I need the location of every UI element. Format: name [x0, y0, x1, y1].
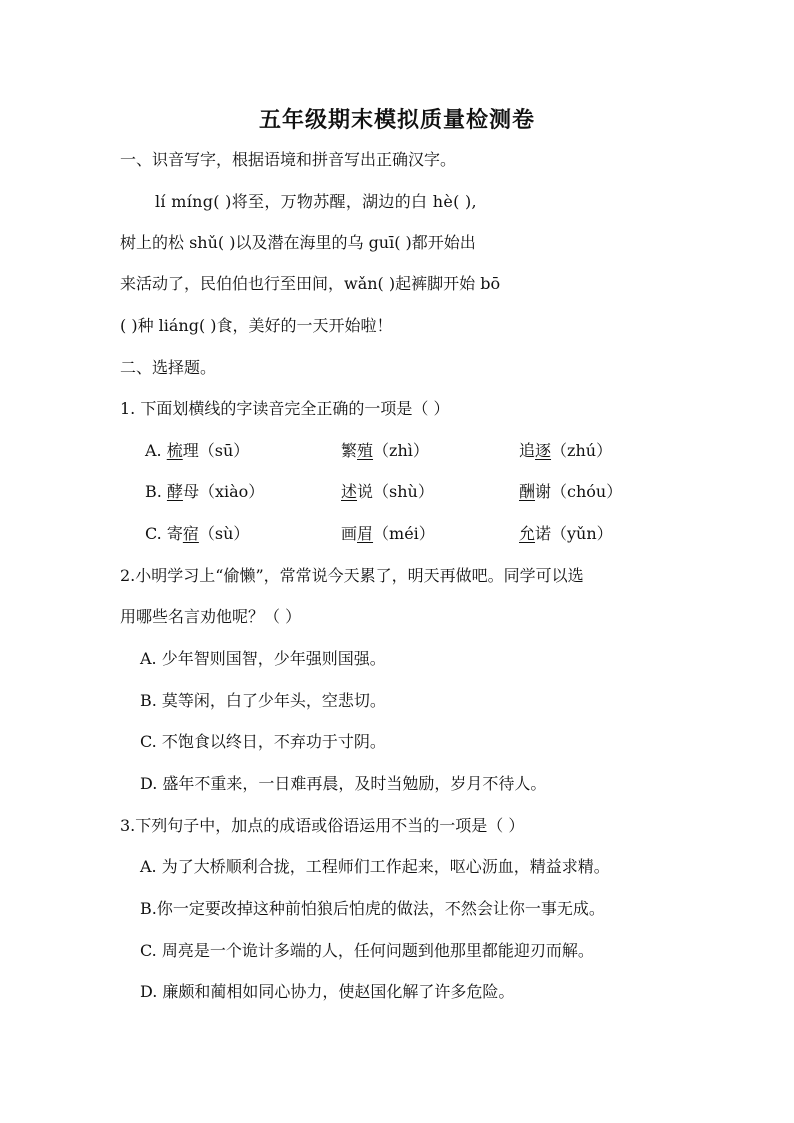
underlined-char: 宿: [182, 524, 199, 543]
q1-option-b2: 述说（shù）: [341, 482, 434, 501]
underlined-char: 酵: [166, 482, 183, 501]
q1-option-b3: 酬谢（chóu）: [519, 482, 623, 501]
q3-option-d: D. 廉颇和蔺相如同心协力，使赵国化解了许多危险。: [140, 982, 515, 1001]
q3-option-a: A. 为了大桥顺利合拢，工程师们工作起来，呕心沥血，精益求精。: [140, 857, 610, 876]
q1-option-c3: 允诺（yǔn）: [519, 524, 613, 543]
section1-heading: 一、识音写字，根据语境和拼音写出正确汉字。: [120, 150, 457, 169]
q3-stem: 3.下列句子中，加点的成语或俗语运用不当的一项是（ ）: [120, 816, 525, 835]
q3-option-b: B.你一定要改掉这种前怕狼后怕虎的做法，不然会让你一事无成。: [140, 899, 605, 918]
q1-option-a2: 繁殖（zhì）: [341, 441, 429, 460]
section2-heading: 二、选择题。: [120, 358, 217, 377]
q2-stem-line-1: 2.小明学习上“偷懒”，常常说今天累了，明天再做吧。同学可以选: [120, 566, 584, 585]
underlined-char: 允: [519, 524, 536, 543]
q2-option-b: B. 莫等闲，白了少年头，空悲切。: [140, 691, 386, 710]
q1-option-b1: B. 酵母（xiào）: [145, 482, 265, 501]
underlined-char: 眉: [357, 524, 374, 543]
section1-line-1: lí míng( )将至，万物苏醒，湖边的白 hè( ),: [155, 192, 477, 211]
q2-option-c: C. 不饱食以终日，不弃功于寸阴。: [140, 732, 386, 751]
q3-option-c: C. 周亮是一个诡计多端的人，任何问题到他那里都能迎刃而解。: [140, 941, 594, 960]
underlined-char: 述: [341, 482, 358, 501]
q2-stem-line-2: 用哪些名言劝他呢？（ ）: [120, 607, 302, 626]
q2-option-a: A. 少年智则国智，少年强则国强。: [140, 649, 386, 668]
q1-option-c1: C. 寄宿（sù）: [145, 524, 250, 543]
section1-line-3: 来活动了，民伯伯也行至田间，wǎn( )起裤脚开始 bō: [120, 274, 501, 293]
underlined-char: 酬: [519, 482, 536, 501]
underlined-char: 梳: [166, 441, 183, 460]
underlined-char: 逐: [535, 441, 552, 460]
page-title: 五年级期末模拟质量检测卷: [258, 107, 535, 133]
q1-option-a1: A. 梳理（sū）: [145, 441, 250, 460]
q1-option-a3: 追逐（zhú）: [519, 441, 613, 460]
underlined-char: 殖: [357, 441, 374, 460]
section1-line-2: 树上的松 shǔ( )以及潜在海里的乌 guī( )都开始出: [120, 233, 476, 252]
q1-stem: 1. 下面划横线的字读音完全正确的一项是（ ）: [120, 399, 450, 418]
q2-option-d: D. 盛年不重来，一日难再晨，及时当勉励，岁月不待人。: [140, 774, 547, 793]
section1-line-4: ( )种 liáng( )食，美好的一天开始啦！: [120, 316, 393, 335]
q1-option-c2: 画眉（méi）: [341, 524, 435, 543]
